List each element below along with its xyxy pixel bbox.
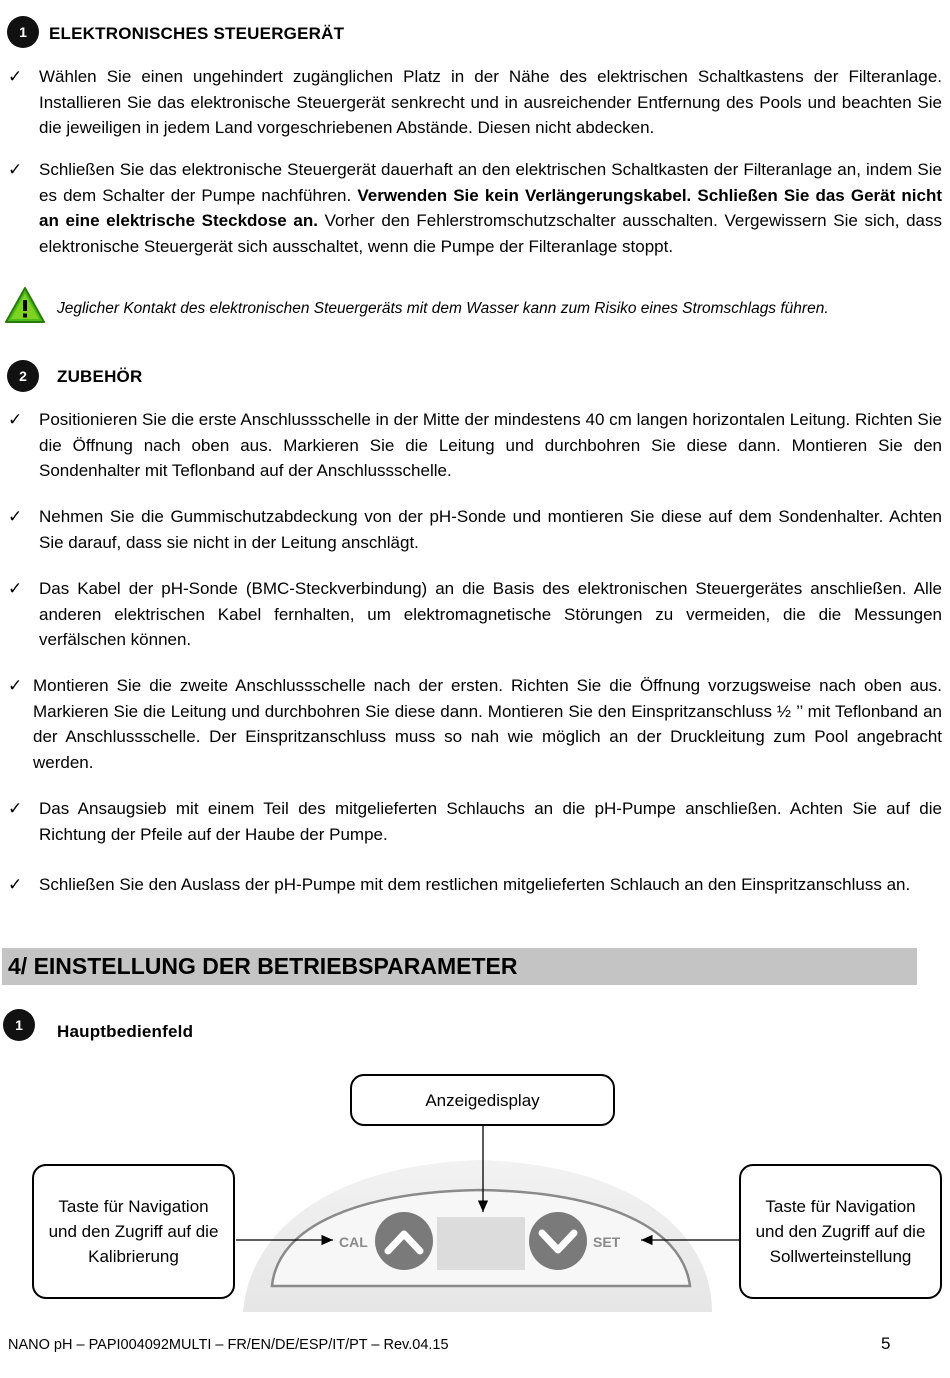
list-item — [8, 673, 942, 775]
section-title: ELEKTRONISCHES STEUERGERÄT — [49, 24, 345, 43]
section-title: Hauptbedienfeld — [57, 1022, 194, 1041]
set-down-button[interactable] — [529, 1212, 587, 1270]
display-callout — [350, 1074, 615, 1126]
checkmark-icon: ✓ — [8, 799, 23, 818]
paragraph: Das Ansaugsieb mit einem Teil des mitgelieferten Schlauchs an die pH-Pumpe anschließen. Achten Sie auf die Richtung der Pfeile auf der Haube der Pumpe. — [39, 799, 942, 844]
checkmark-icon: ✓ — [8, 875, 23, 894]
cal-button-callout — [32, 1164, 235, 1299]
paragraph: Das Kabel der pH-Sonde (BMC-Steckverbindung) an die Basis des elektronischen Steuergerätes anschließen. Alle anderen elektrischen Kabel fernhalten, um elektromagnetische Störungen zu vermeiden, die die Messungen verfälschen können. — [39, 579, 942, 649]
checkmark-icon: ✓ — [8, 67, 23, 86]
list-item — [8, 64, 942, 141]
warning-triangle-icon — [4, 286, 46, 324]
list-item — [8, 407, 942, 484]
paragraph: Schließen Sie den Auslass der pH-Pumpe mit dem restlichen mitgelieferten Schlauch an den Einspritzanschluss an. — [39, 875, 911, 894]
footer-document-reference: NANO pH – PAPI004092MULTI – FR/EN/DE/ESP/IT/PT – Rev.04.15 — [8, 1337, 449, 1353]
paragraph — [39, 157, 942, 259]
list-item — [8, 504, 942, 555]
paragraph-bold-text: Verwenden Sie kein Verlängerungskabel. Schließen Sie das Gerät nicht an eine elektrische Steckdose an. — [39, 185, 943, 230]
list-item — [8, 157, 942, 259]
checkmark-icon: ✓ — [8, 676, 23, 695]
paragraph: Montieren Sie die zweite Anschlussschelle nach der ersten. Richten Sie die Öffnung vorzugsweise nach oben aus. Markieren Sie die Leitung und durchbohren Sie diese dann. Montieren Sie den Einspritzanschluss ½ ’’ mit Teflonband an der Anschlussschelle. Der Einspritzanschluss muss so nah wie möglich an der Druckleitung zum Pool angebracht werden. — [33, 676, 942, 772]
paragraph: Wählen Sie einen ungehindert zugänglichen Platz in der Nähe des elektrischen Schaltkastens der Filteranlage. Installieren Sie das elektronische Steuergerät senkrecht und in ausreichender Entfernung des Pools und beachten Sie die jeweiligen in jedem Land vorgeschriebenen Abstände. Diesen nicht abdecken. — [39, 67, 942, 137]
section-title: ZUBEHÖR — [57, 367, 143, 386]
list-item — [8, 796, 942, 847]
list-item — [8, 872, 942, 898]
paragraph-text: Vorher den Fehlerstromschutzschalter ausschalten. Vergewissern Sie sich, dass elektronische Steuergerät sich ausschaltet, wenn die Pumpe der Filteranlage stoppt. — [39, 211, 942, 256]
cal-label: CAL — [339, 1234, 368, 1250]
checkmark-icon: ✓ — [8, 160, 23, 179]
checkmark-icon: ✓ — [8, 410, 23, 429]
paragraph: Positionieren Sie die erste Anschlussschelle in der Mitte der mindestens 40 cm langen horizontalen Leitung. Richten Sie die Öffnung nach oben aus. Markieren Sie die Leitung und durchbohren Sie diese dann. Montieren Sie den Sondenhalter mit Teflonband auf der Anschlussschelle. — [39, 410, 942, 480]
display-callout-label: Anzeigedisplay — [425, 1090, 540, 1110]
warning-text: Jeglicher Kontakt des elektronischen Steuergeräts mit dem Wasser kann zum Risiko eines Stromschlags führen. — [57, 300, 829, 317]
page-number: 5 — [881, 1334, 891, 1353]
set-callout-label: Taste für Navigation und den Zugriff auf die Sollwerteinstellung — [755, 1197, 926, 1266]
display-screen — [437, 1217, 525, 1270]
chapter-heading: 4/ EINSTELLUNG DER BETRIEBSPARAMETER — [8, 953, 518, 979]
cal-up-button[interactable] — [375, 1212, 433, 1270]
section-number-badge: 2 — [7, 360, 39, 392]
paragraph-text: Schließen Sie das elektronische Steuergerät dauerhaft an den elektrischen Schaltkasten der Filteranlage an, indem Sie es dem Schalter der Pumpe nachführen. — [39, 160, 942, 205]
set-label: SET — [593, 1234, 621, 1250]
cal-callout-label: Taste für Navigation und den Zugriff auf die Kalibrierung — [48, 1197, 219, 1266]
chapter-heading-bar — [2, 948, 917, 985]
list-item — [8, 576, 942, 653]
section-number-badge: 1 — [7, 16, 39, 48]
set-button-callout — [739, 1164, 942, 1299]
checkmark-icon: ✓ — [8, 507, 23, 526]
checkmark-icon: ✓ — [8, 579, 23, 598]
section-number-badge: 1 — [3, 1009, 35, 1041]
paragraph: Nehmen Sie die Gummischutzabdeckung von der pH-Sonde und montieren Sie diese auf dem Sondenhalter. Achten Sie darauf, dass sie nicht in der Leitung anschlägt. — [39, 507, 942, 552]
